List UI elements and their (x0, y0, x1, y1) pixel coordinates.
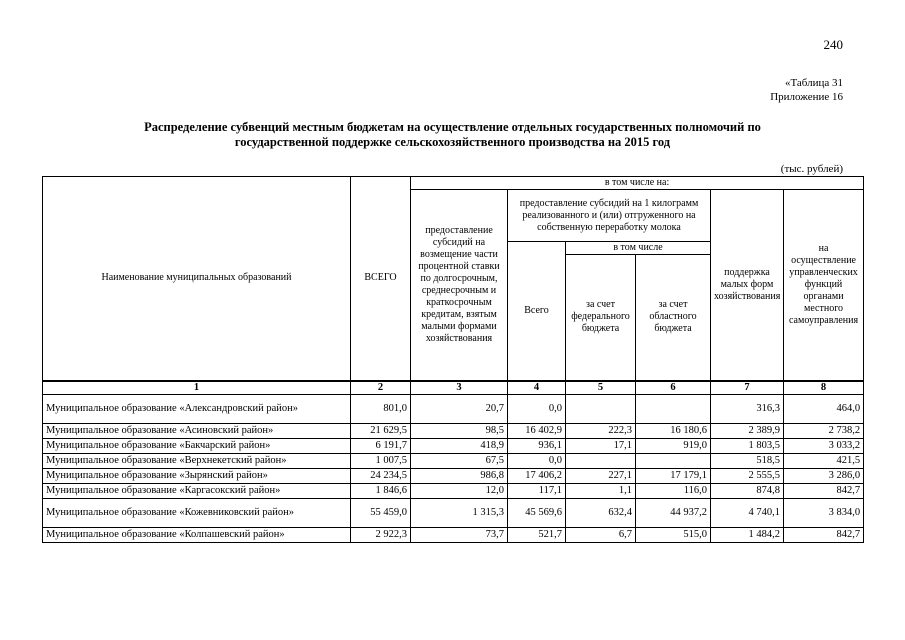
row-interest-subsidy: 98,5 (411, 423, 508, 438)
row-name: Муниципальное образование «Верхнекетский район» (43, 453, 351, 468)
header-total-column: ВСЕГО (351, 177, 411, 381)
title-line-2: государственной поддержке сельскохозяйственного производства на 2015 год (234, 135, 671, 149)
header-milk-including: в том числе (566, 242, 711, 255)
row-small-forms: 2 555,5 (711, 468, 784, 483)
row-total: 801,0 (351, 394, 411, 423)
units-note: (тыс. рублей) (780, 163, 843, 175)
row-total: 21 629,5 (351, 423, 411, 438)
row-regional: 515,0 (636, 527, 711, 542)
row-management: 464,0 (784, 394, 864, 423)
table-row (43, 498, 864, 527)
header-small-forms-support: поддержка малых форм хозяйствования (711, 190, 784, 381)
page-number: 240 (823, 37, 843, 52)
table-row (43, 468, 864, 483)
header-regional-budget: за счет областного бюджета (636, 255, 711, 381)
row-milk-total: 0,0 (508, 394, 566, 423)
row-total: 1 007,5 (351, 453, 411, 468)
table-row (43, 438, 864, 453)
row-total: 6 191,7 (351, 438, 411, 453)
row-interest-subsidy: 986,8 (411, 468, 508, 483)
row-management: 3 033,2 (784, 438, 864, 453)
column-number: 4 (508, 381, 566, 395)
column-number: 2 (351, 381, 411, 395)
header-milk-total: Всего (508, 242, 566, 381)
row-milk-total: 17 406,2 (508, 468, 566, 483)
row-federal: 6,7 (566, 527, 636, 542)
row-milk-total: 117,1 (508, 483, 566, 498)
row-management: 842,7 (784, 483, 864, 498)
row-federal: 632,4 (566, 498, 636, 527)
row-interest-subsidy: 418,9 (411, 438, 508, 453)
column-number: 8 (784, 381, 864, 395)
row-name: Муниципальное образование «Кожевниковский район» (43, 498, 351, 527)
row-milk-total: 0,0 (508, 453, 566, 468)
column-number: 6 (636, 381, 711, 395)
row-federal: 17,1 (566, 438, 636, 453)
row-total: 1 846,6 (351, 483, 411, 498)
row-management: 3 834,0 (784, 498, 864, 527)
table-row (43, 483, 864, 498)
annex-reference (770, 76, 843, 104)
header-including: в том числе на: (411, 177, 864, 190)
row-interest-subsidy: 67,5 (411, 453, 508, 468)
row-federal (566, 394, 636, 423)
row-name: Муниципальное образование «Колпашевский район» (43, 527, 351, 542)
row-regional (636, 453, 711, 468)
row-small-forms: 2 389,9 (711, 423, 784, 438)
row-name: Муниципальное образование «Зырянский район» (43, 468, 351, 483)
row-management: 842,7 (784, 527, 864, 542)
row-total: 24 234,5 (351, 468, 411, 483)
row-milk-total: 521,7 (508, 527, 566, 542)
row-federal (566, 453, 636, 468)
row-small-forms: 316,3 (711, 394, 784, 423)
row-regional (636, 394, 711, 423)
table-row (43, 527, 864, 542)
row-management: 3 286,0 (784, 468, 864, 483)
annex-appendix-line: Приложение 16 (770, 91, 843, 103)
row-name: Муниципальное образование «Каргасокский район» (43, 483, 351, 498)
row-small-forms: 1 803,5 (711, 438, 784, 453)
row-small-forms: 4 740,1 (711, 498, 784, 527)
row-small-forms: 874,8 (711, 483, 784, 498)
table-row (43, 394, 864, 423)
row-small-forms: 518,5 (711, 453, 784, 468)
column-number: 5 (566, 381, 636, 395)
row-milk-total: 45 569,6 (508, 498, 566, 527)
row-milk-total: 936,1 (508, 438, 566, 453)
row-federal: 227,1 (566, 468, 636, 483)
subvention-table (42, 176, 864, 543)
row-interest-subsidy: 20,7 (411, 394, 508, 423)
row-regional: 44 937,2 (636, 498, 711, 527)
row-management: 2 738,2 (784, 423, 864, 438)
header-interest-subsidy: предоставление субсидий на возмещение части процентной ставки по долгосрочным, среднесрочным и краткосрочным кредитам, взятым малыми формами хозяйствования (411, 190, 508, 381)
header-name-column: Наименование муниципальных образований (43, 177, 351, 381)
row-total: 55 459,0 (351, 498, 411, 527)
row-interest-subsidy: 12,0 (411, 483, 508, 498)
row-regional: 919,0 (636, 438, 711, 453)
row-name: Муниципальное образование «Асиновский район» (43, 423, 351, 438)
row-small-forms: 1 484,2 (711, 527, 784, 542)
row-total: 2 922,3 (351, 527, 411, 542)
title-line-1: Распределение субвенций местным бюджетам на осуществление отдельных государственных полномочий по (144, 120, 761, 134)
row-regional: 17 179,1 (636, 468, 711, 483)
header-federal-budget: за счет федерального бюджета (566, 255, 636, 381)
row-federal: 1,1 (566, 483, 636, 498)
table-row (43, 423, 864, 438)
column-number: 1 (43, 381, 351, 395)
row-management: 421,5 (784, 453, 864, 468)
row-interest-subsidy: 73,7 (411, 527, 508, 542)
row-interest-subsidy: 1 315,3 (411, 498, 508, 527)
row-regional: 116,0 (636, 483, 711, 498)
row-name: Муниципальное образование «Александровский район» (43, 394, 351, 423)
header-milk-subsidy: предоставление субсидий на 1 килограмм реализованного и (или) отгруженного на собственную переработку молока (508, 190, 711, 242)
column-number: 3 (411, 381, 508, 395)
table-row (43, 453, 864, 468)
column-number: 7 (711, 381, 784, 395)
row-name: Муниципальное образование «Бакчарский район» (43, 438, 351, 453)
header-management-functions: на осуществление управленческих функций органами местного самоуправления (784, 190, 864, 381)
row-federal: 222,3 (566, 423, 636, 438)
row-milk-total: 16 402,9 (508, 423, 566, 438)
document-title (100, 120, 805, 150)
row-regional: 16 180,6 (636, 423, 711, 438)
annex-table-line: «Таблица 31 (784, 77, 843, 89)
